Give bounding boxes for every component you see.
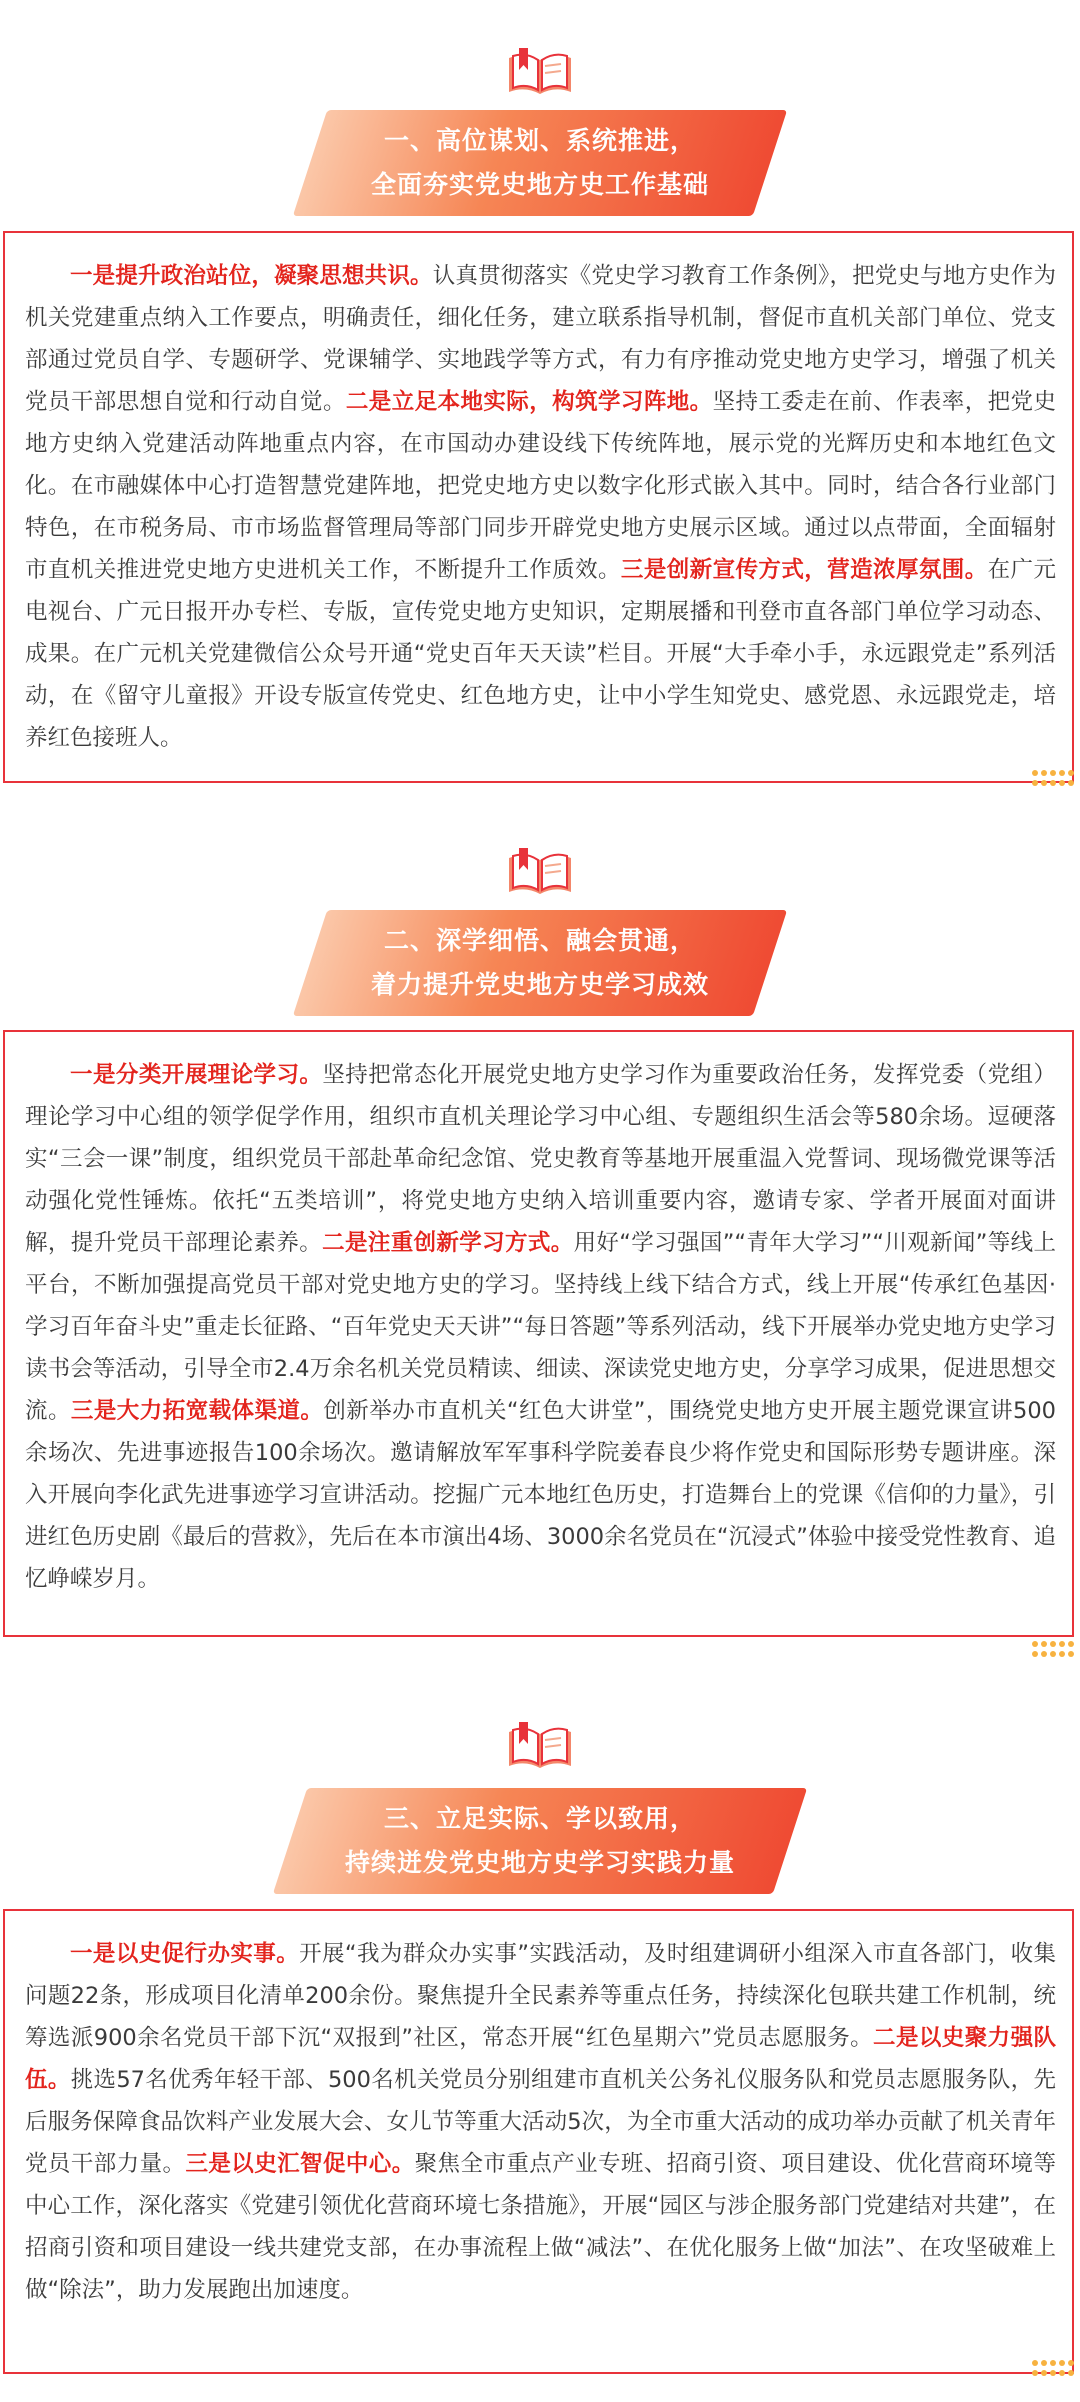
paragraph-text: 坚持把常态化开展党史地方史学习作为重要政治任务，发挥党委（党组）理论学习中心组的领学促学作用，组织市直机关理论学习中心组、专题组织生活会等580余场。逗硬落实“三会一课”制度，组织党员干部赴革命纪念馆、党史教育等基地开展重温入党誓词、现场微党课等活动强化党性锤炼。依托“五类培训”，将党史地方史纳入培训重要内容，邀请专家、学者开展面对面讲解，提升党员干部理论素养。 xyxy=(25,1062,1056,1256)
section-content-box xyxy=(3,231,1074,783)
highlight-heading: 二是以史聚力强队伍。 xyxy=(25,2025,1056,2093)
open-book-icon xyxy=(505,848,575,896)
section-content-box xyxy=(3,1909,1074,2374)
section-title xyxy=(300,910,780,1016)
section-3 xyxy=(0,1722,1080,2402)
paragraph-text: 创新举办市直机关“红色大讲堂”，围绕党史地方史开展主题党课宣讲500余场次、先进事迹报告100余场次。邀请解放军军事科学院姜春良少将作党史和国际形势专题讲座。深入开展向李化武先进事迹学习宣讲活动。挖掘广元本地红色历史，打造舞台上的党课《信仰的力量》，引进红色历史剧《最后的营救》，先后在本市演出4场、3000余名党员在“沉浸式”体验中接受党性教育、追忆峥嵘岁月。 xyxy=(25,1398,1056,1592)
section-1 xyxy=(0,48,1080,783)
open-book-icon xyxy=(505,48,575,96)
section-title xyxy=(270,1788,810,1894)
highlight-heading: 二是注重创新学习方式。 xyxy=(322,1230,574,1256)
highlight-heading: 三是创新宣传方式，营造浓厚氛围。 xyxy=(620,557,988,583)
section-paragraph xyxy=(25,255,1056,759)
paragraph-text: 坚持工委走在前、作表率，把党史地方史纳入党建活动阵地重点内容，在市国动办建设线下传统阵地，展示党的光辉历史和本地红色文化。在市融媒体中心打造智慧党建阵地，把党史地方史以数字化形式嵌入其中。同时，结合各行业部门特色，在市税务局、市市场监督管理局等部门同步开辟党史地方史展示区域。通过以点带面，全面辐射市直机关推进党史地方史进机关工作，不断提升工作质效。 xyxy=(25,389,1056,583)
section-paragraph xyxy=(25,1054,1056,1600)
paragraph-text: 用好“学习强国”“青年大学习”“川观新闻”等线上平台，不断加强提高党员干部对党史地方史的学习。坚持线上线下结合方式，线上开展“传承红色基因·学习百年奋斗史”重走长征路、“百年党史天天讲”“每日答题”等系列活动，线下开展举办党史地方史学习读书会等活动，引导全市2.4万余名机关党员精读、细读、深读党史地方史，分享学习成果，促进思想交流。 xyxy=(25,1230,1056,1424)
paragraph-text: 聚焦全市重点产业专班、招商引资、项目建设、优化营商环境等中心工作，深化落实《党建引领优化营商环境七条措施》，开展“园区与涉企服务部门党建结对共建”，在招商引资和项目建设一线共建党支部，在办事流程上做“减法”、在优化服务上做“加法”、在攻坚破难上做“除法”，助力发展跑出加速度。 xyxy=(25,2151,1056,2303)
dot-grid-icon xyxy=(1032,2360,1076,2382)
section-title-line-1: 二、深学细悟、融会贯通， xyxy=(383,926,696,955)
section-2 xyxy=(0,848,1080,1638)
section-paragraph xyxy=(25,1933,1056,2311)
section-title-line-2: 着力提升党史地方史学习成效 xyxy=(370,970,709,999)
highlight-heading: 一是以史促行办实事。 xyxy=(70,1941,300,1967)
paragraph-text: 开展“我为群众办实事”实践活动，及时组建调研小组深入市直各部门，收集问题22条，形成项目化清单200余份。聚焦提升全民素养等重点任务，持续深化包联共建工作机制，统筹选派900余名党员干部下沉“双报到”社区，常态开展“红色星期六”党员志愿服务。 xyxy=(25,1941,1056,2051)
section-title-line-2: 持续迸发党史地方史学习实践力量 xyxy=(344,1848,735,1877)
dot-grid-icon xyxy=(1032,1641,1076,1663)
section-title xyxy=(300,110,780,216)
highlight-heading: 一是分类开展理论学习。 xyxy=(70,1062,323,1088)
section-title-line-2: 全面夯实党史地方史工作基础 xyxy=(370,170,709,199)
highlight-heading: 三是以史汇智促中心。 xyxy=(185,2151,415,2177)
highlight-heading: 三是大力拓宽载体渠道。 xyxy=(70,1398,324,1424)
highlight-heading: 二是立足本地实际，构筑学习阵地。 xyxy=(345,389,713,415)
paragraph-text: 认真贯彻落实《党史学习教育工作条例》，把党史与地方史作为机关党建重点纳入工作要点，明确责任，细化任务，建立联系指导机制，督促市直机关部门单位、党支部通过党员自学、专题研学、党课辅学、实地践学等方式，有力有序推动党史地方史学习，增强了机关党员干部思想自觉和行动自觉。 xyxy=(25,263,1056,415)
section-title-line-1: 一、高位谋划、系统推进， xyxy=(383,126,696,155)
highlight-heading: 一是提升政治站位，凝聚思想共识。 xyxy=(70,263,433,289)
dot-grid-icon xyxy=(1032,770,1076,792)
open-book-icon xyxy=(505,1722,575,1770)
paragraph-text: 在广元电视台、广元日报开办专栏、专版，宣传党史地方史知识，定期展播和刊登市直各部门单位学习动态、成果。在广元机关党建微信公众号开通“党史百年天天读”栏目。开展“大手牵小手，永远跟党走”系列活动，在《留守儿童报》开设专版宣传党史、红色地方史，让中小学生知党史、感党恩、永远跟党走，培养红色接班人。 xyxy=(25,557,1056,751)
section-title-line-1: 三、立足实际、学以致用， xyxy=(383,1804,696,1833)
section-content-box xyxy=(3,1030,1074,1637)
paragraph-text: 挑选57名优秀年轻干部、500名机关党员分别组建市直机关公务礼仪服务队和党员志愿服务队，先后服务保障食品饮料产业发展大会、女儿节等重大活动5次，为全市重大活动的成功举办贡献了机关青年党员干部力量。 xyxy=(25,2067,1056,2177)
